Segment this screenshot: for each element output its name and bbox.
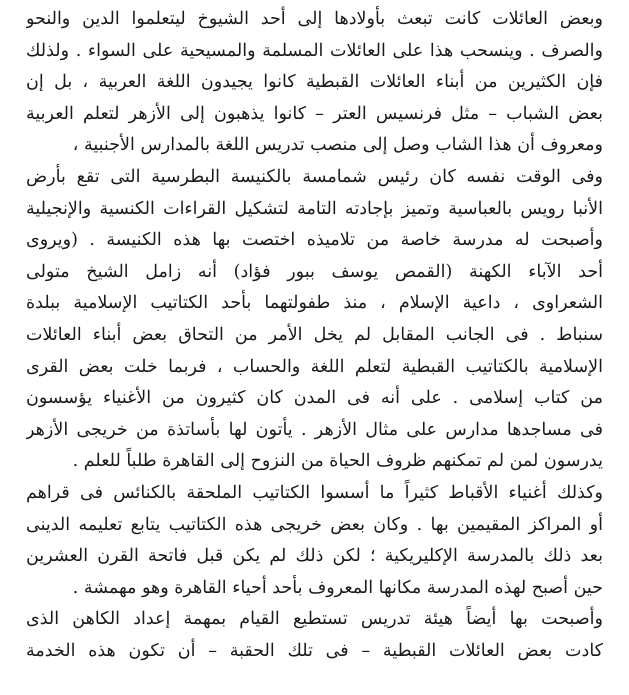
text-line: وأصبحت له مدرسة خاصة من تلاميذه اختصت بها هذه الكنيسة . (ويروى — [26, 230, 603, 251]
body-text — [26, 4, 603, 667]
text-line: الشعراوى ، داعية الإسلام ، منذ طفولتهما بأحد الكتاتيب الإسلامية ببلدة — [26, 293, 603, 314]
text-line: أو المراكز المقيمين بها . وكان بعض خريجى هذه الكتاتيب يتابع تعليمه الدينى — [26, 514, 603, 535]
text-line: وكذلك أغنياء الأقباط كثيراً ما أسسوا الكتاتيب الملحقة بالكنائس فى قراهم — [26, 482, 603, 503]
text-line: والصرف . وينسحب هذا على العائلات المسلمة والمسيحية على السواء . ولذلك — [26, 40, 603, 61]
text-line: ومعروف أن هذا الشاب وصل إلى منصب تدريس اللغة بالمدارس الأجنبية ، — [72, 135, 603, 156]
text-line: الأنبا رويس بالعباسية وتميز بإجادته التامة لتشكيل القراءات الكنسية والإنجيلية — [26, 198, 603, 219]
text-line: وبعض العائلات كانت تبعث بأولادها إلى أحد الشيوخ ليتعلموا الدين والنحو — [26, 9, 603, 29]
text-line: سنباط . فى الجانب المقابل لم يخل الأمر من التحاق بعض أبناء العائلات — [26, 324, 603, 345]
text-line: أحد الآباء الكهنة (القمص يوسف ببور فؤاد) أنه زامل الشيخ متولى — [26, 261, 603, 282]
text-line: يدرسون لمن لم تمكنهم ظروف الحياة من النزوح إلى القاهرة طلباً للعلم . — [72, 451, 603, 472]
text-line: فإن الكثيرين من أبناء العائلات القبطية كانوا يجيدون اللغة العربية ، بل إن — [26, 72, 603, 93]
text-line: بعض الشباب – مثل فرنسيس العتر – كانوا يذهبون إلى الأزهر لتعلم العربية — [26, 103, 603, 124]
text-line: فى مساجدها مدارس على مثال الأزهر . يأتون لها بأساتذة من خريجى الأزهر — [26, 419, 603, 440]
text-line: وأصبحت بها أيضاً هيئة تدريس تستطيع القيام بمهمة إعداد الكاهن الذى — [26, 609, 603, 630]
text-line: حين أصبح لهذه المدرسة مكانها المعروف بأحد أحياء القاهرة وهو مهمشة . — [72, 577, 603, 598]
text-line: من كتاب إسلامى . على أنه فى المدن كان كثيرون من الأغنياء يؤسسون — [26, 388, 603, 409]
text-line: بعد ذلك بالمدرسة الإكليريكية ؛ لكن ذلك لم يكن قبل فاتحة القرن العشرين — [26, 546, 603, 567]
text-line: كادت بعض العائلات القبطية – فى تلك الحقبة – أن تكون هذه الخدمة — [26, 640, 603, 661]
text-line: وفى الوقت نفسه كان رئيس شمامسة بالكنيسة البطرسية التى تقع بأرض — [26, 166, 603, 187]
text-line: الإسلامية بالكتاتيب القبطية لتعلم اللغة والحساب ، فربما خلت بعض القرى — [26, 356, 603, 377]
